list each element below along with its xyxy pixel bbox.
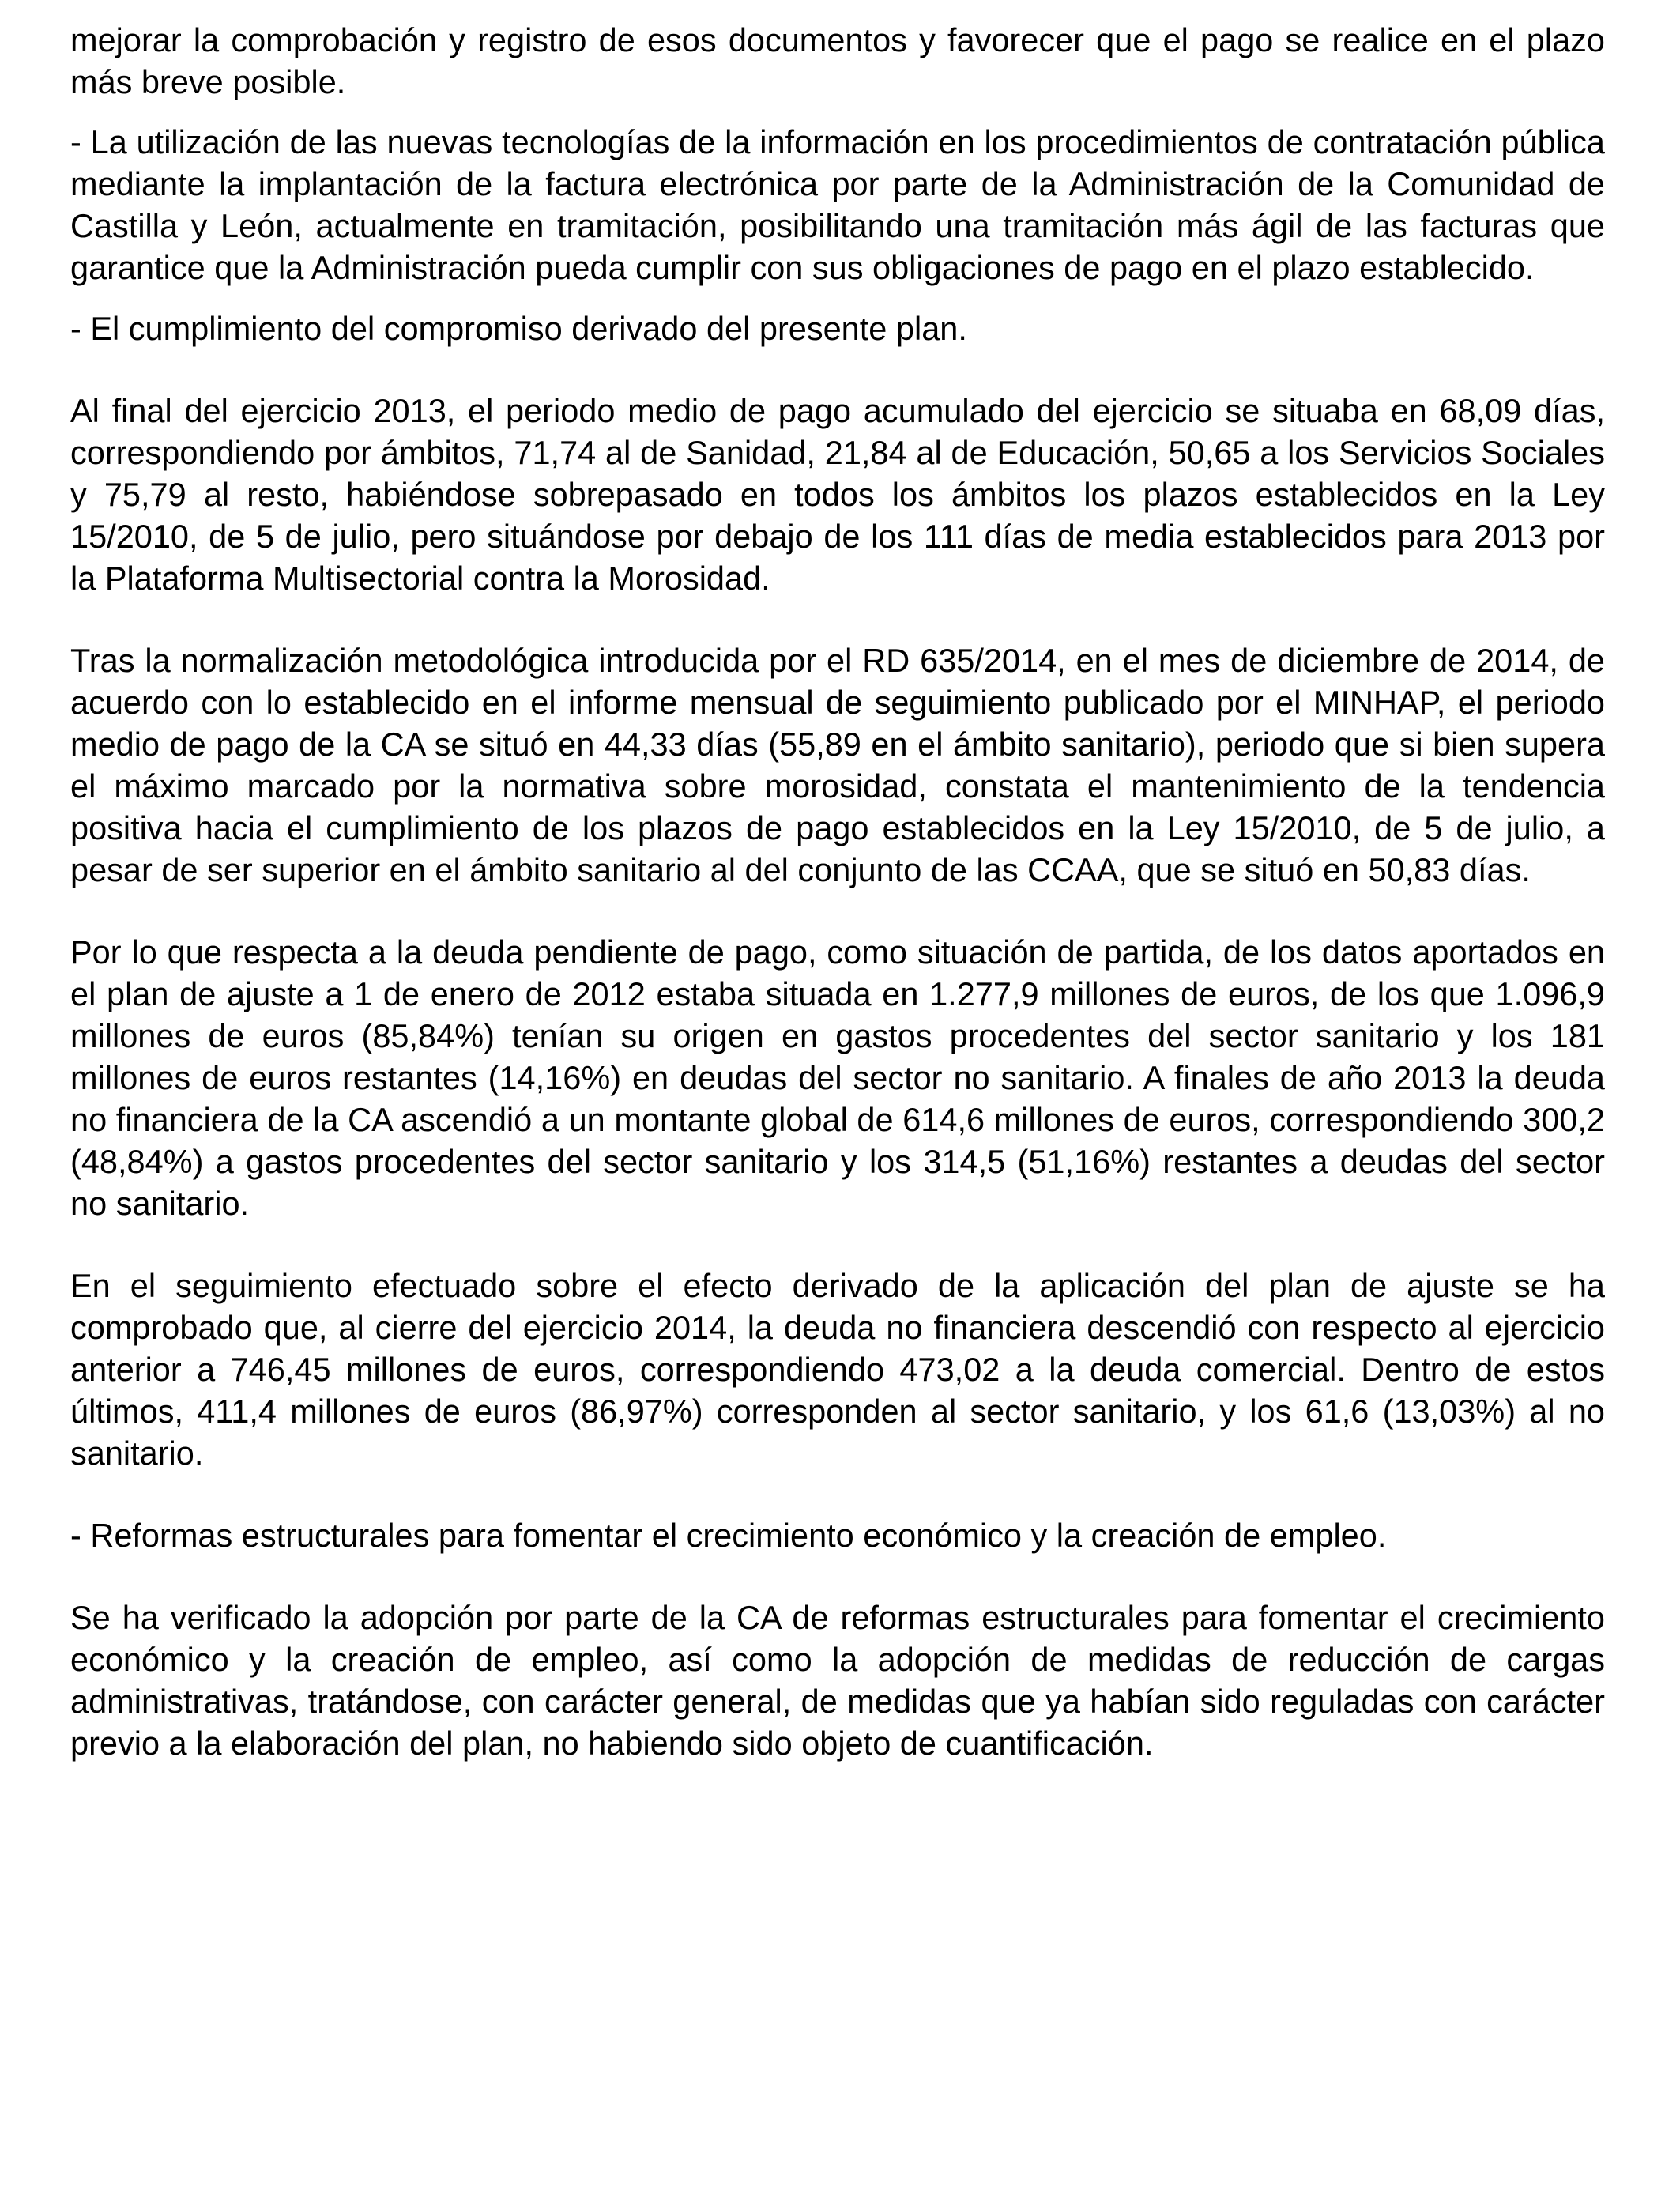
paragraph-payment-period-2013: Al final del ejercicio 2013, el periodo medio de pago acumulado del ejercicio se situaba en 68,09 días, correspondiendo por ámbitos, 71,74 al de Sanidad, 21,84 al de Educación, 50,65 a los Servicios Sociales y 75,79 al resto, habiéndose sobrepasado en todos los ámbitos los plazos establecidos en la Ley 15/2010, de 5 de julio, pero situándose por debajo de los 111 días de media establecidos para 2013 por la Plataforma Multisectorial contra la Morosidad. [70, 392, 1605, 597]
paragraph-structural-reforms-heading: - Reformas estructurales para fomentar el crecimiento económico y la creación de empleo. [70, 1517, 1387, 1554]
paragraph-payment-deadline-continuation: mejorar la comprobación y registro de esos documentos y favorecer que el pago se realice en el plazo más breve posible. [70, 21, 1605, 100]
paragraph-adjustment-plan-follow-up: En el seguimiento efectuado sobre el efecto derivado de la aplicación del plan de ajuste se ha comprobado que, al cierre del ejercicio 2014, la deuda no financiera descendió con respecto al ejercicio anterior a 746,45 millones de euros, correspondiendo 473,02 a la deuda comercial. Dentro de estos últimos, 411,4 millones de euros (86,97%) corresponden al sector sanitario, y los 61,6 (13,03%) al no sanitario. [70, 1267, 1605, 1472]
document-page [70, 19, 1605, 1764]
paragraph-pending-debt: Por lo que respecta a la deuda pendiente de pago, como situación de partida, de los datos aportados en el plan de ajuste a 1 de enero de 2012 estaba situada en 1.277,9 millones de euros, de los que 1.096,9 millones de euros (85,84%) tenían su origen en gastos procedentes del sector sanitario y los 181 millones de euros restantes (14,16%) en deudas del sector no sanitario. A finales de año 2013 la deuda no financiera de la CA ascendió a un montante global de 614,6 millones de euros, correspondiendo 300,2 (48,84%) a gastos procedentes del sector sanitario y los 314,5 (51,16%) restantes a deudas del sector no sanitario. [70, 933, 1605, 1222]
paragraph-plan-compliance: - El cumplimiento del compromiso derivado del presente plan. [70, 310, 967, 347]
paragraph-electronic-invoice: - La utilización de las nuevas tecnologías de la información en los procedimientos de contratación pública mediante la implantación de la factura electrónica por parte de la Administración de la Comunidad de Castilla y León, actualmente en tramitación, posibilitando una tramitación más ágil de las facturas que garantice que la Administración pueda cumplir con sus obligaciones de pago en el plazo establecido. [70, 123, 1605, 286]
paragraph-structural-reforms-verification: Se ha verificado la adopción por parte de la CA de reformas estructurales para fomentar el crecimiento económico y la creación de empleo, así como la adopción de medidas de reducción de cargas administrativas, tratándose, con carácter general, de medidas que ya habían sido reguladas con carácter previo a la elaboración del plan, no habiendo sido objeto de cuantificación. [70, 1599, 1605, 1762]
paragraph-methodology-rd-635-2014: Tras la normalización metodológica introducida por el RD 635/2014, en el mes de diciembre de 2014, de acuerdo con lo establecido en el informe mensual de seguimiento publicado por el MINHAP, el periodo medio de pago de la CA se situó en 44,33 días (55,89 en el ámbito sanitario), periodo que si bien supera el máximo marcado por la normativa sobre morosidad, constata el mantenimiento de la tendencia positiva hacia el cumplimiento de los plazos de pago establecidos en la Ley 15/2010, de 5 de julio, a pesar de ser superior en el ámbito sanitario al del conjunto de las CCAA, que se situó en 50,83 días. [70, 642, 1605, 888]
